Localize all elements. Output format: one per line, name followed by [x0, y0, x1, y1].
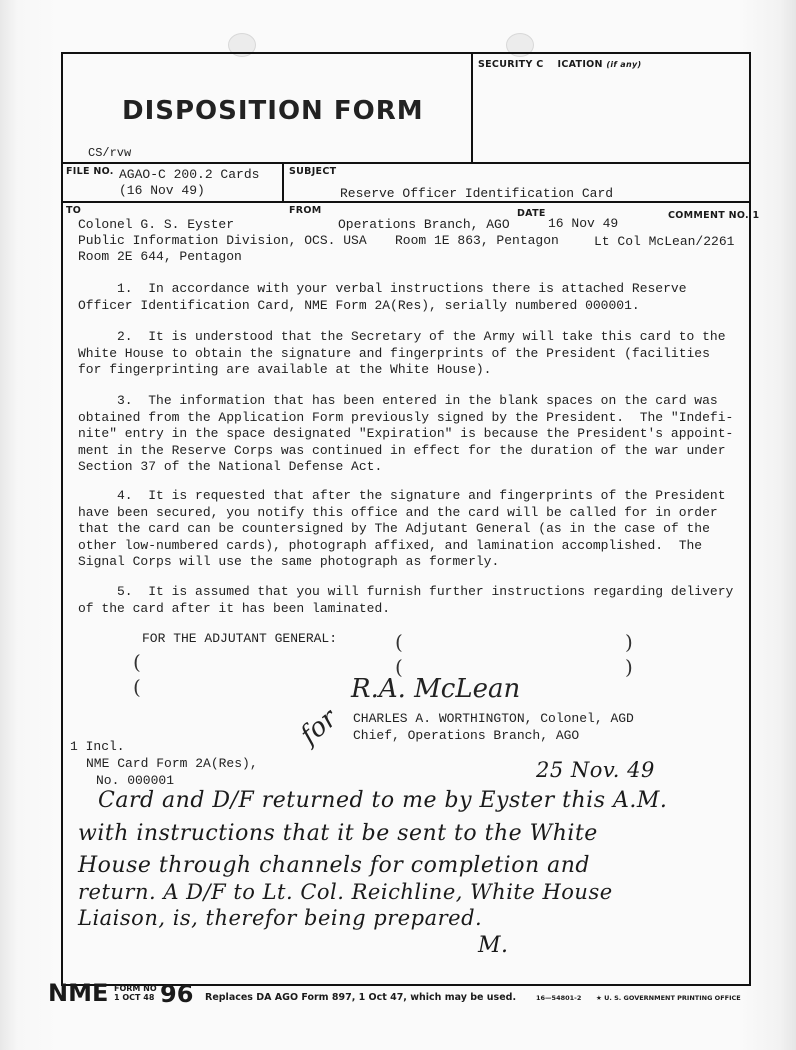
footer-replaces: Replaces DA AGO Form 897, 1 Oct 47, which may be used.	[205, 992, 517, 1003]
paragraph-2: 2. It is understood that the Secretary of the Army will take this card to the White House to obtain the signature and fingerprints of the President (facilities for fingerprinting are available at the White House).	[78, 329, 726, 377]
typist-initials: CS/rvw	[88, 146, 132, 160]
file-no-label: FILE NO.	[66, 166, 114, 177]
handwritten-line-4: return. A D/F to Lt. Col. Reichline, White House	[78, 880, 613, 904]
footer-form-number: 96	[160, 980, 194, 1008]
from-line1: Operations Branch, AGO	[338, 217, 510, 232]
handwritten-line-3: House through channels for completion and	[78, 853, 590, 878]
footer-nme: NME	[48, 979, 109, 1007]
handwritten-date: 25 Nov. 49	[536, 758, 655, 782]
security-label: SECURITY C ICATION (if any)	[478, 59, 642, 70]
paragraph-3: 3. The information that has been entered in the blank spaces on the card was obtained from the Application Form previously signed by the President. The "Indefi- nite" entry in the space designated "Expiration" is because the President's appoint- ment in the Reserve Corps was continued in effect for the duration of the war under Section 37 of the National Defense Act.	[78, 393, 734, 474]
enclosure-line2: No. 000001	[96, 773, 175, 788]
security-divider	[471, 52, 473, 164]
header-rule	[61, 162, 751, 164]
date-value: 16 Nov 49	[548, 216, 619, 231]
footer-gpo: ★ U. S. GOVERNMENT PRINTING OFFICE	[596, 994, 741, 1002]
handwritten-initials: M.	[478, 933, 509, 958]
to-line1: Colonel G. S. Eyster	[78, 217, 235, 232]
signer-name: CHARLES A. WORTHINGTON, Colonel, AGD	[353, 711, 634, 726]
date-label: DATE	[517, 208, 546, 219]
subject-text: Reserve Officer Identification Card	[340, 186, 614, 201]
contact-line: Lt Col McLean/2261	[594, 234, 735, 249]
bracket-mark: (	[133, 650, 141, 674]
handwritten-line-1: Card and D/F returned to me by Eyster this A.M.	[98, 788, 668, 813]
footer-form-no: FORM NO 1 OCT 48	[114, 984, 157, 1002]
file-no-line1: AGAO-C 200.2 Cards	[119, 167, 260, 182]
bracket-mark: )	[625, 630, 633, 654]
subject-divider	[282, 162, 284, 202]
from-line2: Room 1E 863, Pentagon	[395, 233, 559, 248]
file-no-line2: (16 Nov 49)	[119, 183, 205, 198]
enclosure-count: 1 Incl.	[70, 739, 125, 754]
bracket-mark: (	[395, 630, 403, 654]
star-icon: ★	[596, 994, 602, 1002]
enclosure-line1: NME Card Form 2A(Res),	[86, 756, 258, 771]
from-label: FROM	[289, 205, 322, 216]
to-line2: Public Information Division, OCS. USA	[78, 233, 367, 248]
to-line3: Room 2E 644, Pentagon	[78, 249, 242, 264]
form-title: DISPOSITION FORM	[122, 96, 424, 126]
paragraph-5: 5. It is assumed that you will furnish further instructions regarding delivery of the card after it has been laminated.	[78, 584, 734, 616]
handwritten-line-5: Liaison, is, therefor being prepared.	[78, 906, 483, 930]
to-label: TO	[66, 205, 82, 216]
paragraph-1: 1. In accordance with your verbal instructions there is attached Reserve Officer Identification Card, NME Form 2A(Res), serially numbered 000001.	[78, 281, 687, 313]
footer-print-code: 16—54801-2	[536, 994, 582, 1002]
subject-label: SUBJECT	[289, 166, 337, 177]
bracket-mark: )	[625, 655, 633, 679]
comment-no-label: COMMENT NO. 1	[668, 210, 760, 221]
for-adjutant-general: FOR THE ADJUTANT GENERAL:	[142, 631, 338, 646]
signer-title: Chief, Operations Branch, AGO	[353, 728, 580, 743]
handwritten-signature: R.A. McLean	[351, 674, 521, 704]
bracket-mark: (	[133, 675, 141, 699]
handwritten-line-2: with instructions that it be sent to the White	[78, 821, 598, 846]
handwritten-for: for	[294, 703, 343, 751]
paragraph-4: 4. It is requested that after the signature and fingerprints of the President have been secured, you notify this office and the card will be called for in order that the card can be countersigned by The Adjutant General (as in the case of the other low-numbered cards), photograph affixed, and lamination accomplished. The Signal Corps will use the same photograph as formerly.	[78, 488, 726, 569]
bracket-mark: (	[395, 655, 403, 679]
